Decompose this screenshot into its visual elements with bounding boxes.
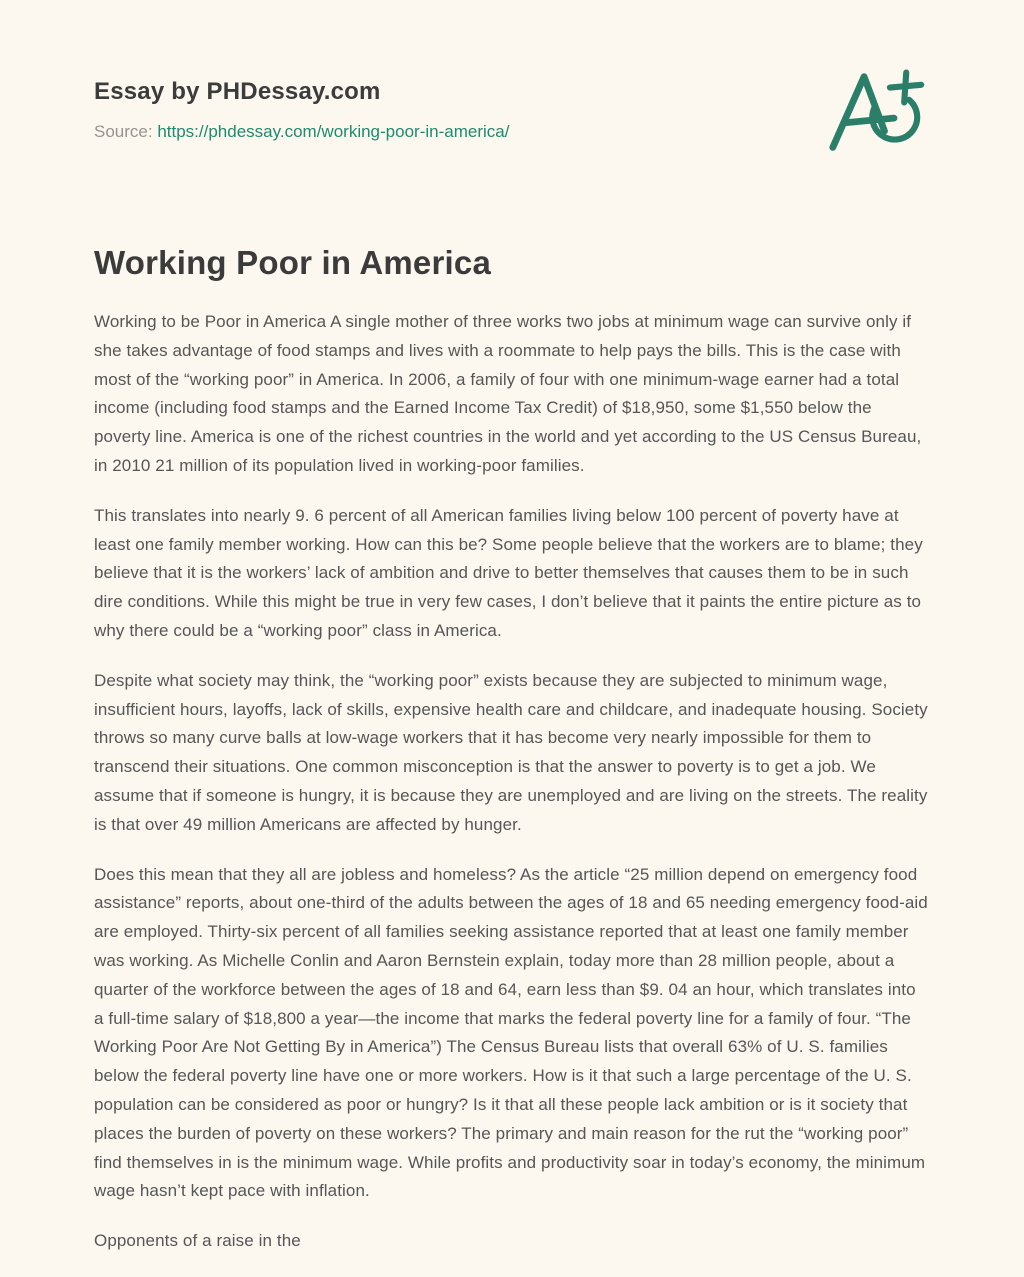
source-label: Source: — [94, 122, 153, 141]
source-line — [94, 122, 509, 142]
content-column — [94, 0, 930, 1256]
brand-title: Essay by PHDessay.com — [94, 78, 381, 105]
essay-body — [94, 308, 930, 1256]
essay-title: Working Poor in America — [94, 244, 492, 281]
source-url-link[interactable]: https://phdessay.com/working-poor-in-america/ — [157, 122, 510, 141]
essay-paragraph: Opponents of a raise in the — [94, 1231, 301, 1251]
essay-paragraph: Despite what society may think, the “working poor” exists because they are subjected to minimum wage, insufficient hours, layoffs, lack of skills, expensive health care and childcare, and inadequate housing. Society throws so many curve balls at low-wage workers that it has become very nearly impossible for them to transcend their situations. One common misconception is that the answer to poverty is to get a job. We assume that if someone is hungry, it is because they are unemployed and are living on the streets. The reality is that over 49 million Americans are affected by hunger. — [94, 670, 928, 834]
a-plus-logo-icon — [826, 64, 928, 160]
header-text-block — [94, 70, 509, 142]
page-header — [94, 70, 930, 160]
essay-paragraph: This translates into nearly 9. 6 percent of all American families living below 100 percent of poverty have at least one family member working. How can this be? Some people believe that the workers are to blame; they believe that it is the workers’ lack of ambition and drive to better themselves that causes them to be in such dire conditions. While this might be true in very few cases, I don’t believe that it paints the entire picture as to why there could be a “working poor” class in America. — [94, 505, 923, 640]
essay-paragraph: Working to be Poor in America A single mother of three works two jobs at minimum wage can survive only if she takes advantage of food stamps and lives with a roommate to help pays the bills. This is the case with most of the “working poor” in America. In 2006, a family of four with one minimum-wage earner had a total income (including food stamps and the Earned Income Tax Credit) of $18,950, some $1,550 below the poverty line. America is one of the richest countries in the world and yet according to the US Census Bureau, in 2010 21 million of its population lived in working-poor families. — [94, 312, 922, 475]
essay-paragraph: Does this mean that they all are jobless and homeless? As the article “25 million depend on emergency food assistance” reports, about one-third of the adults between the ages of 18 and 65 needing emergency food-aid are employed. Thirty-six percent of all families seeking assistance reported that at least one family member was working. As Michelle Conlin and Aaron Bernstein explain, today more than 28 million people, about a quarter of the workforce between the ages of 18 and 64, earn less than $9. 04 an hour, which translates into a full-time salary of $18,800 a year—the income that marks the federal poverty line for a family of four. “The Working Poor Are Not Getting By in America”) The Census Bureau lists that overall 63% of U. S. families below the federal poverty line have one or more workers. How is it that such a large percentage of the U. S. population can be considered as poor or hungry? Is it that all these people lack ambition or is it society that places the burden of poverty on these workers? The primary and main reason for the rut the “working poor” find themselves in is the minimum wage. While profits and productivity soar in today’s economy, the minimum wage hasn’t kept pace with inflation. — [94, 864, 928, 1201]
